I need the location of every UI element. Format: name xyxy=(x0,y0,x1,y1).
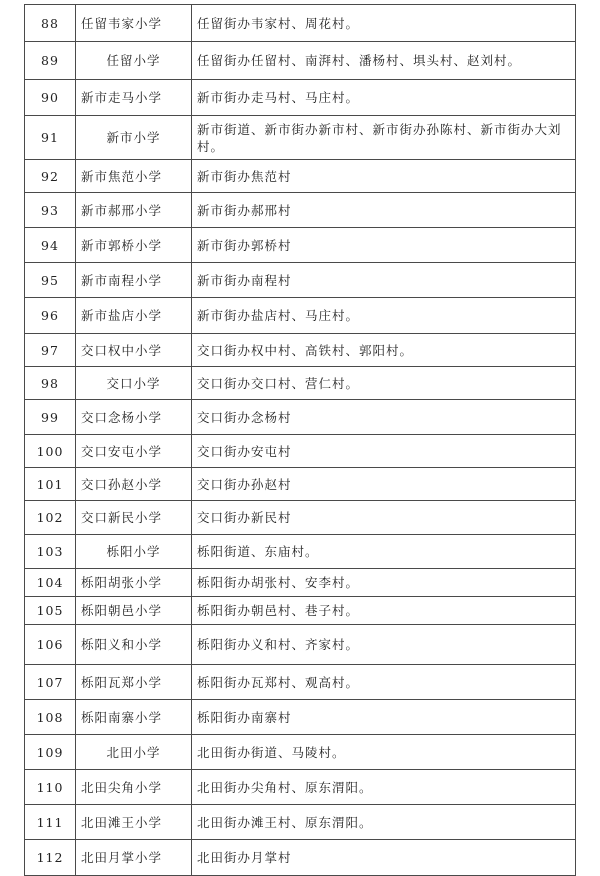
table-row xyxy=(25,770,576,805)
school-name: 新市南程小学 xyxy=(76,263,192,298)
school-name: 任留韦家小学 xyxy=(76,5,192,42)
table-row xyxy=(25,80,576,116)
table-row xyxy=(25,42,576,80)
school-name: 栎阳朝邑小学 xyxy=(76,597,192,625)
row-number: 89 xyxy=(25,42,76,80)
row-number: 92 xyxy=(25,160,76,193)
service-area: 任留街办任留村、南湃村、潘杨村、埧头村、赵刘村。 xyxy=(192,42,576,80)
school-name: 栎阳南寨小学 xyxy=(76,700,192,735)
school-name: 北田小学 xyxy=(76,735,192,770)
school-name: 新市焦范小学 xyxy=(76,160,192,193)
table-row xyxy=(25,263,576,298)
service-area: 栎阳街办义和村、齐家村。 xyxy=(192,625,576,665)
school-name: 新市走马小学 xyxy=(76,80,192,116)
service-area: 新市街办盐店村、马庄村。 xyxy=(192,298,576,334)
table-row xyxy=(25,501,576,535)
table-row xyxy=(25,735,576,770)
table-row xyxy=(25,535,576,569)
school-name: 北田尖角小学 xyxy=(76,770,192,805)
school-name: 北田滩王小学 xyxy=(76,805,192,840)
school-name: 任留小学 xyxy=(76,42,192,80)
school-name: 新市郝邢小学 xyxy=(76,193,192,228)
row-number: 107 xyxy=(25,665,76,700)
service-area: 新市街办郝邢村 xyxy=(192,193,576,228)
service-area: 新市街办郭桥村 xyxy=(192,228,576,263)
table-row xyxy=(25,435,576,468)
service-area: 北田街办街道、马陵村。 xyxy=(192,735,576,770)
table-row xyxy=(25,805,576,840)
table-row xyxy=(25,334,576,367)
row-number: 88 xyxy=(25,5,76,42)
table-row xyxy=(25,468,576,501)
table-row xyxy=(25,665,576,700)
table-row xyxy=(25,116,576,160)
school-district-table xyxy=(24,4,576,876)
row-number: 101 xyxy=(25,468,76,501)
service-area: 栎阳街办南寨村 xyxy=(192,700,576,735)
row-number: 99 xyxy=(25,400,76,435)
table-row xyxy=(25,700,576,735)
service-area: 交口街办交口村、营仁村。 xyxy=(192,367,576,400)
school-name: 交口新民小学 xyxy=(76,501,192,535)
service-area: 栎阳街办朝邑村、巷子村。 xyxy=(192,597,576,625)
school-name: 交口权中小学 xyxy=(76,334,192,367)
school-name: 交口孙赵小学 xyxy=(76,468,192,501)
row-number: 111 xyxy=(25,805,76,840)
row-number: 110 xyxy=(25,770,76,805)
service-area: 交口街办新民村 xyxy=(192,501,576,535)
row-number: 100 xyxy=(25,435,76,468)
service-area: 交口街办孙赵村 xyxy=(192,468,576,501)
table-row xyxy=(25,840,576,876)
school-name: 栎阳义和小学 xyxy=(76,625,192,665)
service-area: 交口街办权中村、高铁村、郭阳村。 xyxy=(192,334,576,367)
row-number: 94 xyxy=(25,228,76,263)
row-number: 109 xyxy=(25,735,76,770)
service-area: 任留街办韦家村、周花村。 xyxy=(192,5,576,42)
school-name: 栎阳小学 xyxy=(76,535,192,569)
row-number: 97 xyxy=(25,334,76,367)
table-row xyxy=(25,569,576,597)
table-row xyxy=(25,298,576,334)
service-area: 北田街办滩王村、原东渭阳。 xyxy=(192,805,576,840)
row-number: 96 xyxy=(25,298,76,334)
school-name: 交口安屯小学 xyxy=(76,435,192,468)
table-row xyxy=(25,160,576,193)
row-number: 108 xyxy=(25,700,76,735)
service-area: 栎阳街办瓦郑村、观高村。 xyxy=(192,665,576,700)
service-area: 栎阳街办胡张村、安李村。 xyxy=(192,569,576,597)
row-number: 90 xyxy=(25,80,76,116)
row-number: 98 xyxy=(25,367,76,400)
school-name: 栎阳瓦郑小学 xyxy=(76,665,192,700)
table-row xyxy=(25,228,576,263)
service-area: 北田街办月掌村 xyxy=(192,840,576,876)
school-name: 新市小学 xyxy=(76,116,192,160)
service-area: 新市街办南程村 xyxy=(192,263,576,298)
row-number: 103 xyxy=(25,535,76,569)
school-name: 栎阳胡张小学 xyxy=(76,569,192,597)
row-number: 91 xyxy=(25,116,76,160)
table-body xyxy=(25,5,576,876)
row-number: 106 xyxy=(25,625,76,665)
row-number: 95 xyxy=(25,263,76,298)
school-name: 交口小学 xyxy=(76,367,192,400)
table-row xyxy=(25,367,576,400)
school-name: 交口念杨小学 xyxy=(76,400,192,435)
table-row xyxy=(25,625,576,665)
row-number: 102 xyxy=(25,501,76,535)
row-number: 104 xyxy=(25,569,76,597)
row-number: 112 xyxy=(25,840,76,876)
table-row xyxy=(25,5,576,42)
service-area: 新市街道、新市街办新市村、新市街办孙陈村、新市街办大刘村。 xyxy=(192,116,576,160)
table-row xyxy=(25,400,576,435)
school-name: 新市盐店小学 xyxy=(76,298,192,334)
row-number: 105 xyxy=(25,597,76,625)
service-area: 交口街办念杨村 xyxy=(192,400,576,435)
row-number: 93 xyxy=(25,193,76,228)
table-row xyxy=(25,597,576,625)
service-area: 交口街办安屯村 xyxy=(192,435,576,468)
service-area: 北田街办尖角村、原东渭阳。 xyxy=(192,770,576,805)
table-row xyxy=(25,193,576,228)
service-area: 新市街办焦范村 xyxy=(192,160,576,193)
service-area: 新市街办走马村、马庄村。 xyxy=(192,80,576,116)
school-name: 北田月掌小学 xyxy=(76,840,192,876)
school-name: 新市郭桥小学 xyxy=(76,228,192,263)
service-area: 栎阳街道、东庙村。 xyxy=(192,535,576,569)
